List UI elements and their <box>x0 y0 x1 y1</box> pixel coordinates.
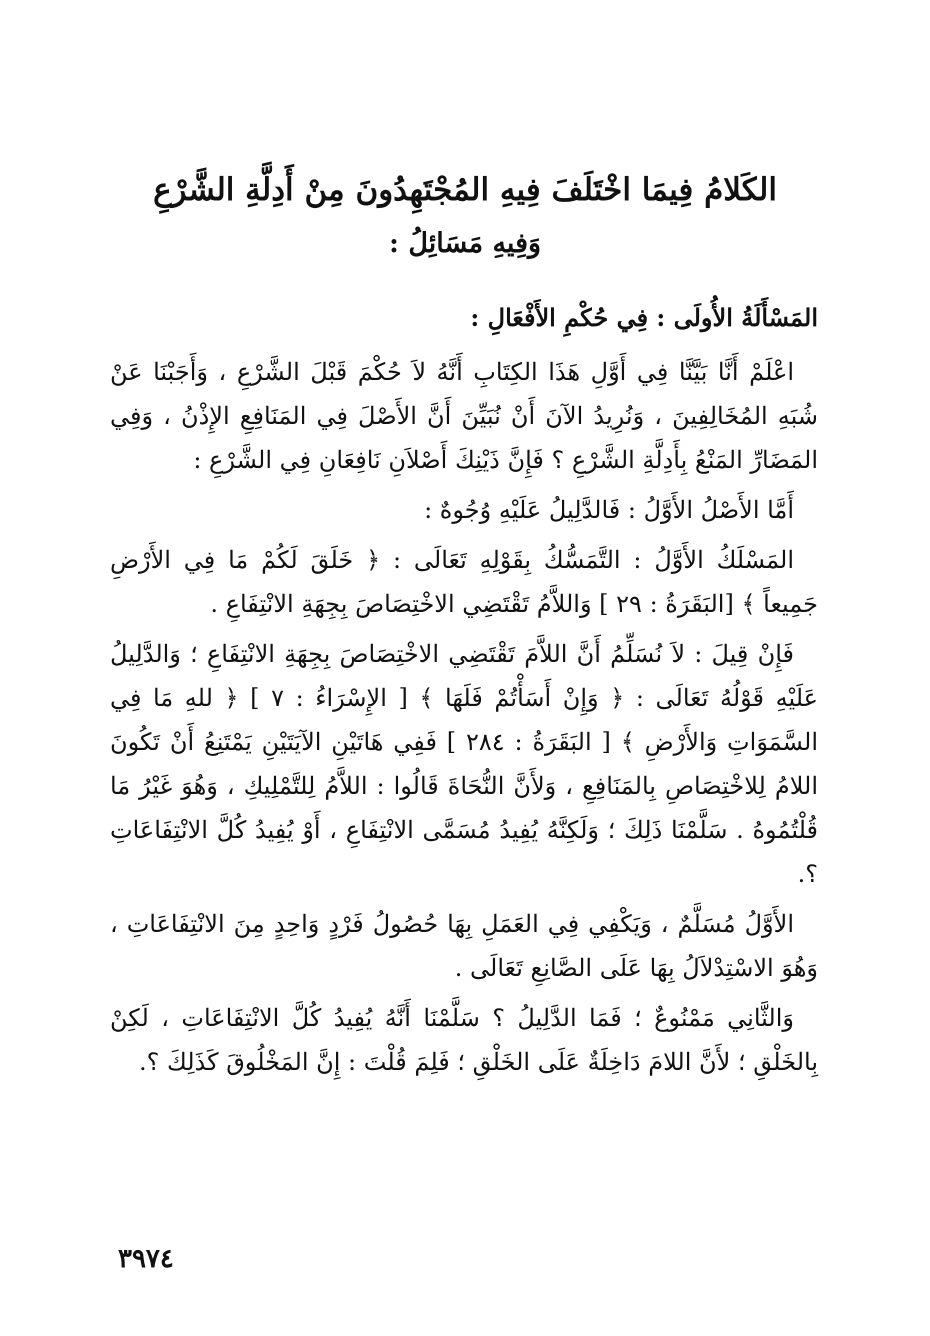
page-number: ٣٩٧٤ <box>118 1244 174 1274</box>
paragraph: الأَوَّلُ مُسَلَّمٌ ، وَيَكْفِي فِي العَمَلِ بِهَا حُصُولُ فَرْدٍ وَاحِدٍ مِنَ الانْتِفَاعَاتِ ، وَهُوَ الاسْتِدْلاَلُ بِهَا عَلَى الصَّانِعِ تَعَالَى . <box>110 910 818 982</box>
chapter-subtitle: وَفِيهِ مَسَائِلُ : <box>388 228 542 259</box>
issue-heading: المَسْأَلَةُ الأُولَى : فِي حُكْمِ الأَفْعَالِ : <box>470 303 818 332</box>
paragraph: وَالثَّانِي مَمْنُوعٌ ؛ فَمَا الدَّلِيلُ ؟ سَلَّمْنَا أَنَّهُ يُفِيدُ كُلَّ الانْتِفَاعَاتِ ، لَكِنْ بِالخَلْقِ ؛ لأَنَّ اللامَ دَاخِلَةٌ عَلَى الخَلْقِ ؛ فَلِمَ قُلْتَ : إِنَّ المَخْلُوقَ كَذَلِكَ ؟. <box>110 1004 818 1076</box>
paragraph: أَمَّا الأَصْلُ الأَوَّلُ : فَالدَّلِيلُ عَلَيْهِ وُجُوهٌ : <box>424 496 794 524</box>
paragraph: اعْلَمْ أَنَّا بَيَّنَّا فِي أَوَّلِ هَذَا الكِتَابِ أَنَّهُ لاَ حُكْمَ قَبْلَ الشَّرْعِ ، وَأَجَبْنَا عَنْ شُبَهِ المُخَالِفِينَ ، وَنُرِيدُ الآنَ أَنْ نُبَيِّنَ أَنَّ الأَصْلَ فِي المَنَافِعِ الإِذْنُ ، وَفِي المَضَارِّ المَنْعُ بِأَدِلَّةِ الشَّرْعِ ؟ فَإِنَّ ذَيْنِكَ أَصْلاَنِ نَافِعَانِ فِي الشَّرْعِ : <box>110 358 818 474</box>
chapter-title: الكَلامُ فِيمَا اخْتَلَفَ فِيهِ المُجْتَهِدُونَ مِنْ أَدِلَّةِ الشَّرْعِ <box>153 172 777 208</box>
paragraph: فَإِنْ قِيلَ : لاَ نُسَلِّمُ أَنَّ اللاَّمَ تَقْتَضِي الاخْتِصَاصَ بِجِهَةِ الانْتِفَاعِ ؛ وَالدَّلِيلُ عَلَيْهِ قَوْلُهُ تَعَالَى : ﴿ وَإِنْ أَسَأْتُمْ فَلَهَا ﴾ [ الإِسْرَاءُ : ٧ ] ﴿ للهِ مَا فِي السَّمَوَاتِ وَالأَرْضِ ﴾ [ البَقَرَةُ : ٢٨٤ ] فَفِي هَاتَيْنِ الآيَتَيْنِ يَمْتَنِعُ أَنْ تَكُونَ اللامُ لِلاخْتِصَاصِ بِالمَنَافِعِ ، وَلأَنَّ النُّحَاةَ قَالُوا : اللاَّمُ لِلتَّمْلِيكِ ، وَهُوَ غَيْرُ مَا قُلْتُمُوهُ . سَلَّمْنَا ذَلِكَ ؛ وَلَكِنَّهُ يُفِيدُ مُسَمَّى الانْتِفَاعِ ، أَوْ يُفِيدُ كُلَّ الانْتِفَاعَاتِ ؟. <box>110 640 818 888</box>
title-block <box>100 160 830 268</box>
paragraph: المَسْلَكُ الأَوَّلُ : التَّمَسُّكُ بِقَوْلِهِ تَعَالَى : ﴿ خَلَقَ لَكُمْ مَا فِي الأَرْضِ جَمِيعاً ﴾ [البَقَرَةُ : ٢٩ ] وَاللاَّمُ تَقْتَضِي الاخْتِصَاصَ بِجِهَةِ الانْتِفَاعِ . <box>110 546 818 618</box>
body-text <box>110 296 818 1090</box>
